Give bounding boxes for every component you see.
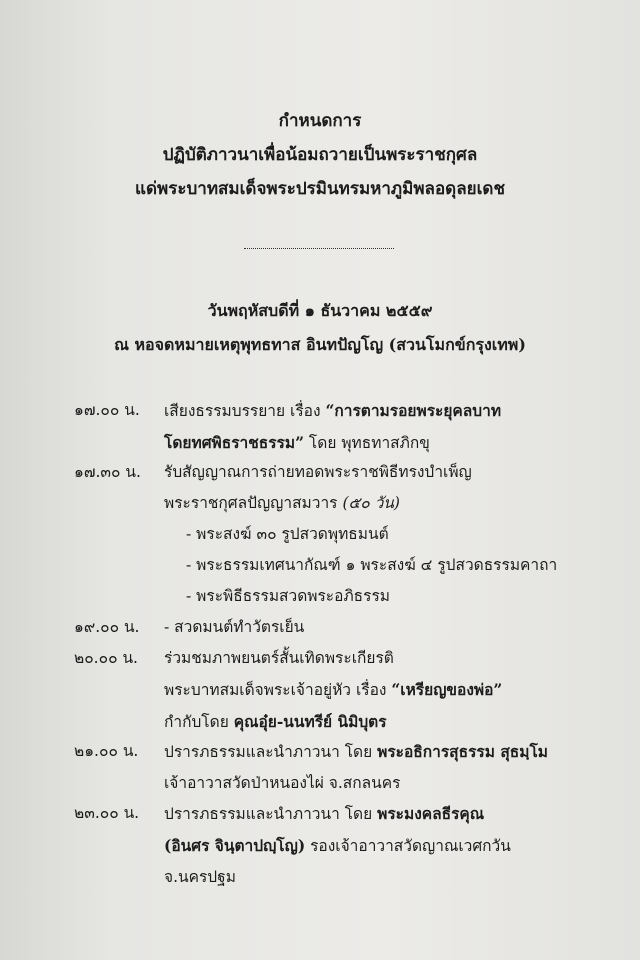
director-name: คุณอุ๋ย-นนทรีย์ นิมิบุตร [233,712,387,731]
schedule-description [164,736,634,799]
schedule-description [164,395,634,459]
desc-text: เจ้าอาวาสวัดป่าหนองไผ่ จ.สกลนคร [164,774,401,792]
desc-text: โดย พุทธทาสภิกขุ [304,434,430,452]
desc-text: รองเจ้าอาวาสวัดญาณเวศกวัน [305,837,511,855]
schedule-description [164,457,634,612]
desc-text: พระราชกุศลปัญญาสมวาร [164,494,343,512]
film-title: “เหรียญของพ่อ” [391,680,503,699]
desc-text: ปรารภธรรมและนำภาวนา โดย [164,743,378,761]
desc-text: - สวดมนต์ทำวัตรเย็น [164,618,305,636]
schedule-time: ๒๐.๐๐ น. [74,649,138,667]
desc-text: รับสัญญาณการถ่ายทอดพระราชพิธีทรงบำเพ็ญ [164,463,472,481]
schedule-description [164,643,634,738]
talk-title: “การตามรอยพระยุคลบาท [325,401,502,420]
date-venue-block [0,294,640,362]
desc-text: จ.นครปฐม [164,868,236,886]
desc-text: ปรารภธรรมและนำภาวนา โดย [164,805,378,823]
dotted-divider [244,248,394,249]
speaker-given-name: (อินศร จินฺตาปญฺโญ) [164,836,306,855]
schedule-description [164,798,634,893]
schedule-time: ๑๗.๓๐ น. [74,463,141,481]
desc-text: ร่วมชมภาพยนตร์สั้นเทิดพระเกียรติ [164,649,394,667]
title-line-1: กำหนดการ [278,111,362,131]
event-venue: ณ หอจดหมายเหตุพุทธทาส อินทปัญโญ (สวนโมกข์กรุงเทพ) [114,335,526,354]
sub-item: - พระสงฆ์ ๓๐ รูปสวดพุทธมนต์ [186,525,389,543]
schedule-time: ๒๑.๐๐ น. [74,742,139,760]
duration-note: (๕๐ วัน) [342,494,400,512]
schedule-time: ๑๙.๐๐ น. [74,618,140,636]
desc-text: เสียงธรรมบรรยาย เรื่อง [164,402,326,420]
desc-text: พระบาทสมเด็จพระเจ้าอยู่หัว เรื่อง [164,681,392,699]
schedule-description [164,612,634,643]
document-header [0,104,640,206]
event-date: วันพฤหัสบดีที่ ๑ ธันวาคม ๒๕๕๙ [207,301,433,320]
sub-item: - พระพิธีธรรมสวดพระอภิธรรม [186,587,390,605]
talk-title-cont: โดยทศพิธราชธรรม” [164,433,304,452]
speaker-name: พระอธิการสุธรรม สุธมฺโม [377,742,549,761]
schedule-time: ๒๓.๐๐ น. [74,804,140,822]
sub-item: - พระธรรมเทศนากัณฑ์ ๑ พระสงฆ์ ๔ รูปสวดธรรมคาถา [186,556,558,574]
schedule-time: ๑๗.๐๐ น. [74,401,140,419]
title-line-2: ปฏิบัติภาวนาเพื่อน้อมถวายเป็นพระราชกุศล [162,145,478,165]
speaker-name: พระมงคลธีรคุณ [377,804,485,823]
desc-text: กำกับโดย [164,713,234,731]
title-line-3: แด่พระบาทสมเด็จพระปรมินทรมหาภูมิพลอดุลยเดช [135,179,505,199]
